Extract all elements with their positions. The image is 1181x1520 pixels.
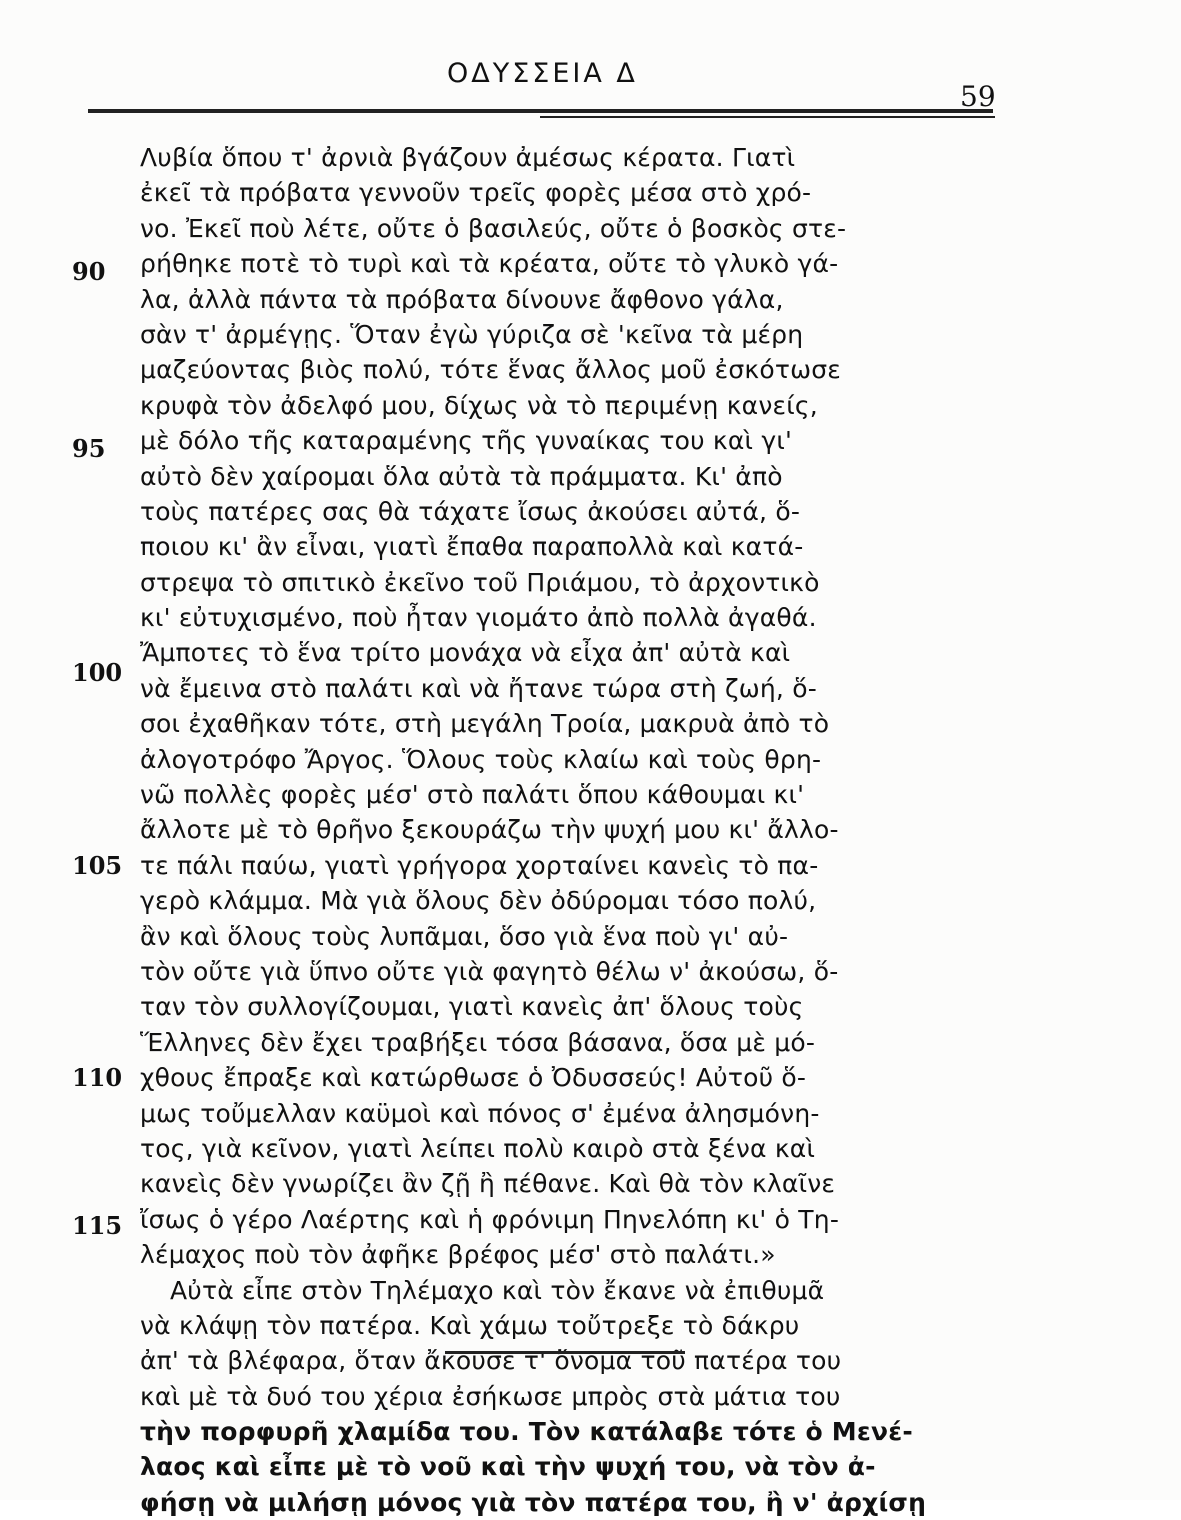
text-line: τὸν οὔτε γιὰ ὕπνο οὔτε γιὰ φαγητὸ θέλω ν' ἀκούσω, ὅ- [140, 956, 839, 986]
text-line: ἀπ' τὰ βλέφαρα, ὅταν ἄκουσε τ' ὄνομα τοῦ πατέρα του [140, 1346, 842, 1376]
body-text [140, 140, 1020, 1520]
text-line: ἄλλοτε μὲ τὸ θρῆνο ξεκουράζω τὴν ψυχή μου κι' ἄλλο- [140, 815, 839, 845]
line-number-105: 105 [72, 851, 123, 880]
line-number-95: 95 [72, 434, 106, 463]
line-number-100: 100 [72, 658, 123, 687]
text-line: σὰν τ' ἀρμέγῃς. Ὅταν ἐγὼ γύριζα σὲ 'κεῖνα τὰ μέρη [140, 319, 804, 349]
text-line: γερὸ κλάμμα. Μὰ γιὰ ὅλους δὲν ὀδύρομαι τόσο πολύ, [140, 886, 817, 916]
text-line: νο. Ἐκεῖ ποὺ λέτε, οὔτε ὁ βασιλεύς, οὔτε ὁ βοσκὸς στε- [140, 213, 847, 243]
text-line: νὰ κλάψῃ τὸν πατέρα. Καὶ χάμω τοὔτρεξε τὸ δάκρυ [140, 1310, 800, 1340]
line-number-115: 115 [72, 1211, 123, 1240]
text-line: λαος καὶ εἶπε μὲ τὸ νοῦ καὶ τὴν ψυχή του, νὰ τὸν ἀ- [140, 1452, 876, 1482]
text-line: μὲ δόλο τῆς καταραμένης τῆς γυναίκας του καὶ γι' [140, 426, 793, 456]
text-line: τὴν πορφυρῆ χλαμίδα του. Τὸν κατάλαβε τότε ὁ Μενέ- [140, 1417, 913, 1447]
text-line: κανεὶς δὲν γνωρίζει ἂν ζῇ ἢ πέθανε. Καὶ θὰ τὸν κλαῖνε [140, 1169, 836, 1199]
line-number-110: 110 [72, 1063, 123, 1092]
text-line: τοὺς πατέρες σας θὰ τάχατε ἴσως ἀκούσει αὐτά, ὅ- [140, 496, 801, 526]
text-line: Αὐτὰ εἶπε στὸν Τηλέμαχο καὶ τὸν ἔκανε νὰ ἐπιθυμᾶ [170, 1275, 825, 1305]
text-line: ἀλογοτρόφο Ἄργος. Ὅλους τοὺς κλαίω καὶ τοὺς θρη- [140, 744, 822, 774]
text-line: μαζεύοντας βιὸς πολύ, τότε ἕνας ἄλλος μοῦ ἐσκότωσε [140, 355, 841, 385]
text-line: κι' εὐτυχισμένο, ποὺ ἦταν γιομάτο ἀπὸ πολλὰ ἀγαθά. [140, 603, 817, 633]
header-rule-secondary [540, 116, 995, 118]
header-rule [88, 109, 993, 113]
text-line: κρυφὰ τὸν ἀδελφό μου, δίχως νὰ τὸ περιμένῃ κανείς, [140, 390, 818, 420]
text-line: Ἕλληνες δὲν ἔχει τραβήξει τόσα βάσανα, ὅσα μὲ μό- [140, 1027, 816, 1057]
text-line: φήσῃ νὰ μιλήσῃ μόνος γιὰ τὸν πατέρα του, ἢ ν' ἀρχίσῃ [140, 1487, 927, 1517]
line-number-90: 90 [72, 257, 106, 286]
footer-rule [445, 1351, 685, 1354]
page-number: 59 [960, 80, 996, 113]
text-line: στρεψα τὸ σπιτικὸ ἐκεῖνο τοῦ Πριάμου, τὸ ἀρχοντικὸ [140, 567, 820, 597]
text-line: αὐτὸ δὲν χαίρομαι ὅλα αὐτὰ τὰ πράμματα. Κι' ἀπὸ [140, 461, 783, 491]
text-line: λέμαχος ποὺ τὸν ἀφῆκε βρέφος μέσ' στὸ παλάτι.» [140, 1240, 776, 1270]
text-line: λα, ἀλλὰ πάντα τὰ πρόβατα δίνουνε ἄφθονο γάλα, [140, 284, 784, 314]
text-line: καὶ μὲ τὰ δυό του χέρια ἐσήκωσε μπρὸς στὰ μάτια του [140, 1381, 841, 1411]
text-line: τε πάλι παύω, γιατὶ γρήγορα χορταίνει κανεὶς τὸ πα- [140, 850, 819, 880]
text-line: νῶ πολλὲς φορὲς μέσ' στὸ παλάτι ὅπου κάθουμαι κι' [140, 780, 805, 810]
text-line: χθους ἔπραξε καὶ κατώρθωσε ὁ Ὀδυσσεύς! Αὐτοῦ ὅ- [140, 1063, 807, 1093]
text-line: Λυβία ὅπου τ' ἀρνιὰ βγάζουν ἀμέσως κέρατα. Γιατὶ [140, 143, 796, 172]
text-line: ἴσως ὁ γέρο Λαέρτης καὶ ἡ φρόνιμη Πηνελόπη κι' ὁ Τη- [140, 1204, 840, 1234]
text-line: ταν τὸν συλλογίζουμαι, γιατὶ κανεὶς ἀπ' ὅλους τοὺς [140, 992, 804, 1022]
text-line: ρήθηκε ποτὲ τὸ τυρὶ καὶ τὰ κρέατα, οὔτε τὸ γλυκὸ γά- [140, 249, 839, 279]
text-line: σοι ἐχαθῆκαν τότε, στὴ μεγάλη Τροία, μακρυὰ ἀπὸ τὸ [140, 709, 830, 739]
text-line: μως τοὔμελλαν καϋμοὶ καὶ πόνος σ' ἐμένα ἀλησμόνη- [140, 1098, 820, 1128]
text-line: ἂν καὶ ὅλους τοὺς λυπᾶμαι, ὅσο γιὰ ἕνα ποὺ γι' αὐ- [140, 921, 789, 951]
text-line: Ἄμποτες τὸ ἕνα τρίτο μονάχα νὰ εἶχα ἀπ' αὐτὰ καὶ [140, 638, 791, 668]
text-line: ἐκεῖ τὰ πρόβατα γεννοῦν τρεῖς φορὲς μέσα στὸ χρό- [140, 178, 812, 208]
text-line: ποιου κι' ἂν εἶναι, γιατὶ ἔπαθα παραπολλὰ καὶ κατά- [140, 532, 804, 562]
running-title: ΟΔΥΣΣΕΙΑ Δ [447, 58, 638, 89]
text-line: νὰ ἔμεινα στὸ παλάτι καὶ νὰ ἤτανε τώρα στὴ ζωή, ὅ- [140, 673, 817, 703]
text-line: τος, γιὰ κεῖνον, γιατὶ λείπει πολὺ καιρὸ στὰ ξένα καὶ [140, 1133, 816, 1163]
